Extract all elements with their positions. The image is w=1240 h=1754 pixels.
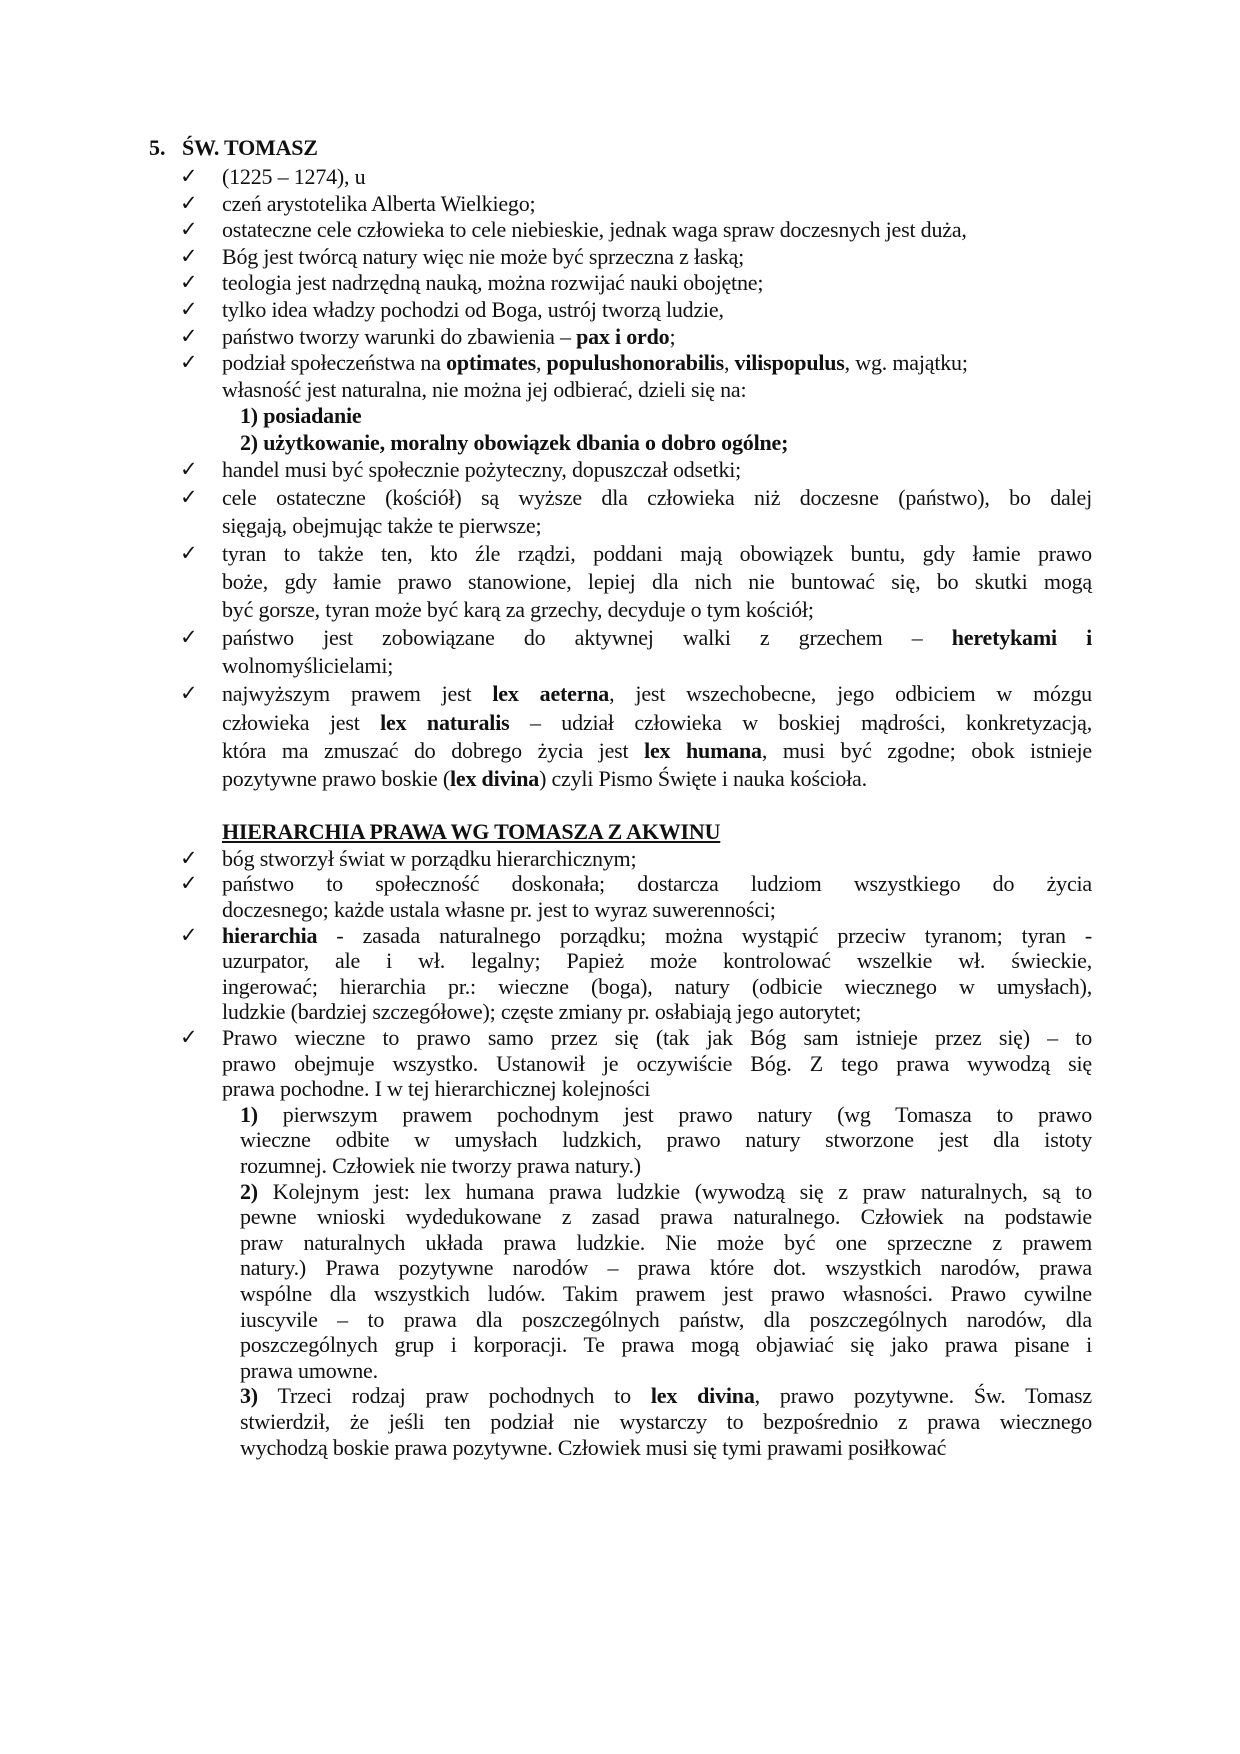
text-segment: , jest wszechobecne, jego odbiciem w mózgu xyxy=(609,681,1092,707)
text-segment: , xyxy=(723,350,735,376)
bold-term: hierarchia xyxy=(222,922,318,948)
text-line xyxy=(222,295,724,324)
bold-term: lex humana xyxy=(644,737,762,763)
text-line xyxy=(222,567,1092,596)
checkmark-icon: ✓ xyxy=(180,456,198,481)
bold-term: 1) xyxy=(240,1101,258,1127)
text-segment: handel musi być społecznie pożyteczny, dopuszczał odsetki; xyxy=(222,456,742,482)
text-segment: która ma zmuszać do dobrego życia jest xyxy=(222,737,645,763)
checkmark-icon: ✓ xyxy=(180,217,198,242)
text-line xyxy=(222,764,867,793)
text-segment: być gorsze, tyran może być karą za grzechy, decyduje o tym kościół; xyxy=(222,597,814,623)
bold-term: 3) xyxy=(240,1383,258,1409)
checkmark-icon: ✓ xyxy=(180,625,198,650)
text-segment: ludzkie (bardziej szczegółowe); częste zmiany pr. osłabiają jego autorytet; xyxy=(222,999,862,1025)
subheading: HIERARCHIA PRAWA WG TOMASZA Z AKWINU xyxy=(222,818,721,844)
text-segment: poszczególnych grup i korporacji. Te prawa mogą objawiać się jako prawa pisane i xyxy=(240,1332,1092,1358)
section-number: 5. xyxy=(149,135,166,160)
text-segment: uzurpator, ale i wł. legalny; Papież może kontrolować wszelkie wł. świeckie, xyxy=(222,948,1092,974)
section-title: ŚW. TOMASZ xyxy=(182,135,318,160)
text-segment: ) czyli Pismo Święte i nauka kościoła. xyxy=(539,765,867,791)
text-segment: pierwszym prawem pochodnym jest prawo natury (wg Tomasza to prawo xyxy=(257,1101,1092,1127)
text-segment: natury.) Prawa pozytywne narodów – prawa które dot. wszystkich narodów, prawa xyxy=(240,1255,1092,1281)
text-line xyxy=(240,1433,946,1462)
text-segment: tylko idea władzy pochodzi od Boga, ustrój tworzą ludzie, xyxy=(222,297,724,322)
text-line xyxy=(240,401,361,430)
text-line xyxy=(222,268,763,297)
text-segment: państwo tworzy warunki do zbawienia – xyxy=(222,323,577,349)
text-segment: Prawo wieczne to prawo samo przez się (tak jak Bóg sam istnieje przez się) – to xyxy=(222,1025,1092,1050)
text-line xyxy=(240,428,788,457)
text-segment: prawo obejmuje wszystko. Ustanowił je oczywiście Bóg. Z tego prawa wywodzą się xyxy=(222,1050,1092,1076)
bold-term: 2) xyxy=(240,1178,258,1204)
text-line xyxy=(222,679,1092,708)
checkmark-icon: ✓ xyxy=(180,681,198,706)
checkmark-icon: ✓ xyxy=(180,297,198,321)
text-segment: prawa umowne. xyxy=(240,1357,378,1383)
text-segment: rozumnej. Człowiek nie tworzy prawa natury.) xyxy=(240,1153,641,1178)
text-line xyxy=(222,511,541,540)
checkmark-icon: ✓ xyxy=(180,243,198,268)
text-segment: , musi być zgodne; obok istnieje xyxy=(761,737,1092,763)
checkmark-icon: ✓ xyxy=(180,845,198,870)
bold-term: 1) posiadanie xyxy=(240,403,362,429)
text-line xyxy=(222,539,1092,568)
text-segment: doczesnego; każde ustala własne pr. jest to wyraz suwerenności; xyxy=(222,897,776,922)
text-segment: – udział człowieka w boskiej mądrości, konkretyzacją, xyxy=(509,709,1092,735)
text-line xyxy=(222,651,393,680)
bold-term: pax i ordo xyxy=(576,323,670,349)
text-line xyxy=(222,242,744,271)
text-line xyxy=(222,348,968,377)
text-segment: , prawo pozytywne. Św. Tomasz xyxy=(754,1383,1092,1409)
text-segment: człowieka jest xyxy=(222,709,381,735)
text-line xyxy=(222,322,675,351)
text-segment: czeń arystotelika Alberta Wielkiego; xyxy=(222,190,536,216)
text-line xyxy=(222,215,967,244)
text-segment: najwyższym prawem jest xyxy=(222,681,493,707)
checkmark-icon: ✓ xyxy=(180,484,198,509)
text-line xyxy=(222,189,535,218)
text-segment: (1225 – 1274), u xyxy=(222,164,366,189)
checkmark-icon: ✓ xyxy=(180,1025,198,1049)
bold-term: lex divina xyxy=(650,1383,755,1409)
checkmark-icon: ✓ xyxy=(180,922,198,947)
text-segment: Kolejnym jest: lex humana prawa ludzkie (wywodzą się z praw naturalnych, są to xyxy=(257,1178,1092,1204)
text-segment: prawa pochodne. I w tej hierarchicznej kolejności xyxy=(222,1076,651,1102)
text-segment: pozytywne prawo boskie ( xyxy=(222,765,450,791)
text-line xyxy=(222,375,746,404)
text-line xyxy=(222,736,1092,765)
bold-term: optimates xyxy=(446,350,536,376)
text-line xyxy=(222,623,1092,652)
text-segment: bóg stworzył świat w porządku hierarchicznym; xyxy=(222,845,637,871)
bold-term: 2) użytkowanie, moralny obowiązek dbania o dobro ogólne; xyxy=(240,430,789,455)
bold-term: lex divina xyxy=(449,765,540,791)
checkmark-icon: ✓ xyxy=(180,323,198,348)
text-line xyxy=(222,708,1092,737)
text-segment: własność jest naturalna, nie można jej odbierać, dzieli się na: xyxy=(222,376,747,402)
text-segment: ; xyxy=(669,323,676,349)
text-line xyxy=(222,483,1092,512)
text-segment: państwo jest zobowiązane do aktywnej walki z grzechem – xyxy=(222,625,952,651)
checkmark-icon: ✓ xyxy=(180,540,198,565)
text-segment: państwo to społeczność doskonała; dostarcza ludziom wszystkiego do życia xyxy=(222,871,1092,897)
text-segment: Trzeci rodzaj praw pochodnych to xyxy=(257,1383,651,1409)
text-line xyxy=(222,595,814,624)
text-line xyxy=(222,455,741,484)
text-segment: boże, gdy łamie prawo stanowione, lepiej dla nich nie buntować się, bo skutki mogą xyxy=(222,569,1092,594)
text-segment: ostateczne cele człowieka to cele niebieskie, jednak waga spraw doczesnych jest duża, xyxy=(222,217,967,243)
bold-term: vilispopulus xyxy=(734,350,845,376)
text-segment: podział społeczeństwa na xyxy=(222,350,447,376)
text-segment: wspólne dla wszystkich ludów. Takim prawem jest prawo własności. Prawo cywilne xyxy=(240,1281,1092,1306)
checkmark-icon: ✓ xyxy=(180,164,198,188)
bold-term: heretykami i xyxy=(951,625,1092,651)
text-segment: ingerować; hierarchia pr.: wieczne (boga), natury (odbicie wiecznego w umysłach), xyxy=(222,973,1092,999)
bold-term: lex naturalis xyxy=(380,709,510,735)
checkmark-icon: ✓ xyxy=(180,270,198,295)
bold-term: populushonorabilis xyxy=(546,350,724,376)
text-segment: cele ostateczne (kościół) są wyższe dla człowieka niż doczesne (państwo), bo dalej xyxy=(222,484,1092,510)
text-segment: stwierdził, że jeśli ten podział nie wystarczy to bezpośrednio z prawa wiecznego xyxy=(240,1409,1092,1434)
checkmark-icon: ✓ xyxy=(180,350,198,375)
text-segment: sięgają, obejmując także te pierwsze; xyxy=(222,512,542,538)
checkmark-icon: ✓ xyxy=(180,190,198,215)
text-segment: - zasada naturalnego porządku; można wystąpić przeciw tyranom; tyran - xyxy=(317,922,1092,948)
text-segment: wychodzą boskie prawa pozytywne. Człowiek musi się tymi prawami posiłkować xyxy=(240,1434,947,1460)
text-line xyxy=(222,162,365,191)
text-segment: , xyxy=(535,350,547,376)
text-segment: teologia jest nadrzędną nauką, można rozwijać nauki obojętne; xyxy=(222,270,764,296)
text-segment: tyran to także ten, kto źle rządzi, poddani mają obowiązek buntu, gdy łamie prawo xyxy=(222,540,1092,566)
text-segment: iuscyvile – to prawa dla poszczególnych państw, dla poszczególnych narodów, dla xyxy=(240,1306,1092,1332)
text-segment: praw naturalnych układa prawa ludzkie. Nie może być one sprzeczne z prawem xyxy=(240,1229,1092,1255)
bold-term: lex aeterna xyxy=(492,681,610,707)
text-segment: , wg. majątku; xyxy=(844,350,968,376)
checkmark-icon: ✓ xyxy=(180,871,198,896)
text-segment: wolnomyślicielami; xyxy=(222,653,394,679)
text-segment: pewne wnioski wydedukowane z zasad prawa naturalnego. Człowiek na podstawie xyxy=(240,1204,1092,1230)
text-segment: Bóg jest twórcą natury więc nie może być sprzeczna z łaską; xyxy=(222,243,745,269)
text-segment: wieczne odbite w umysłach ludzkich, prawo natury stworzone jest dla istoty xyxy=(240,1127,1092,1153)
